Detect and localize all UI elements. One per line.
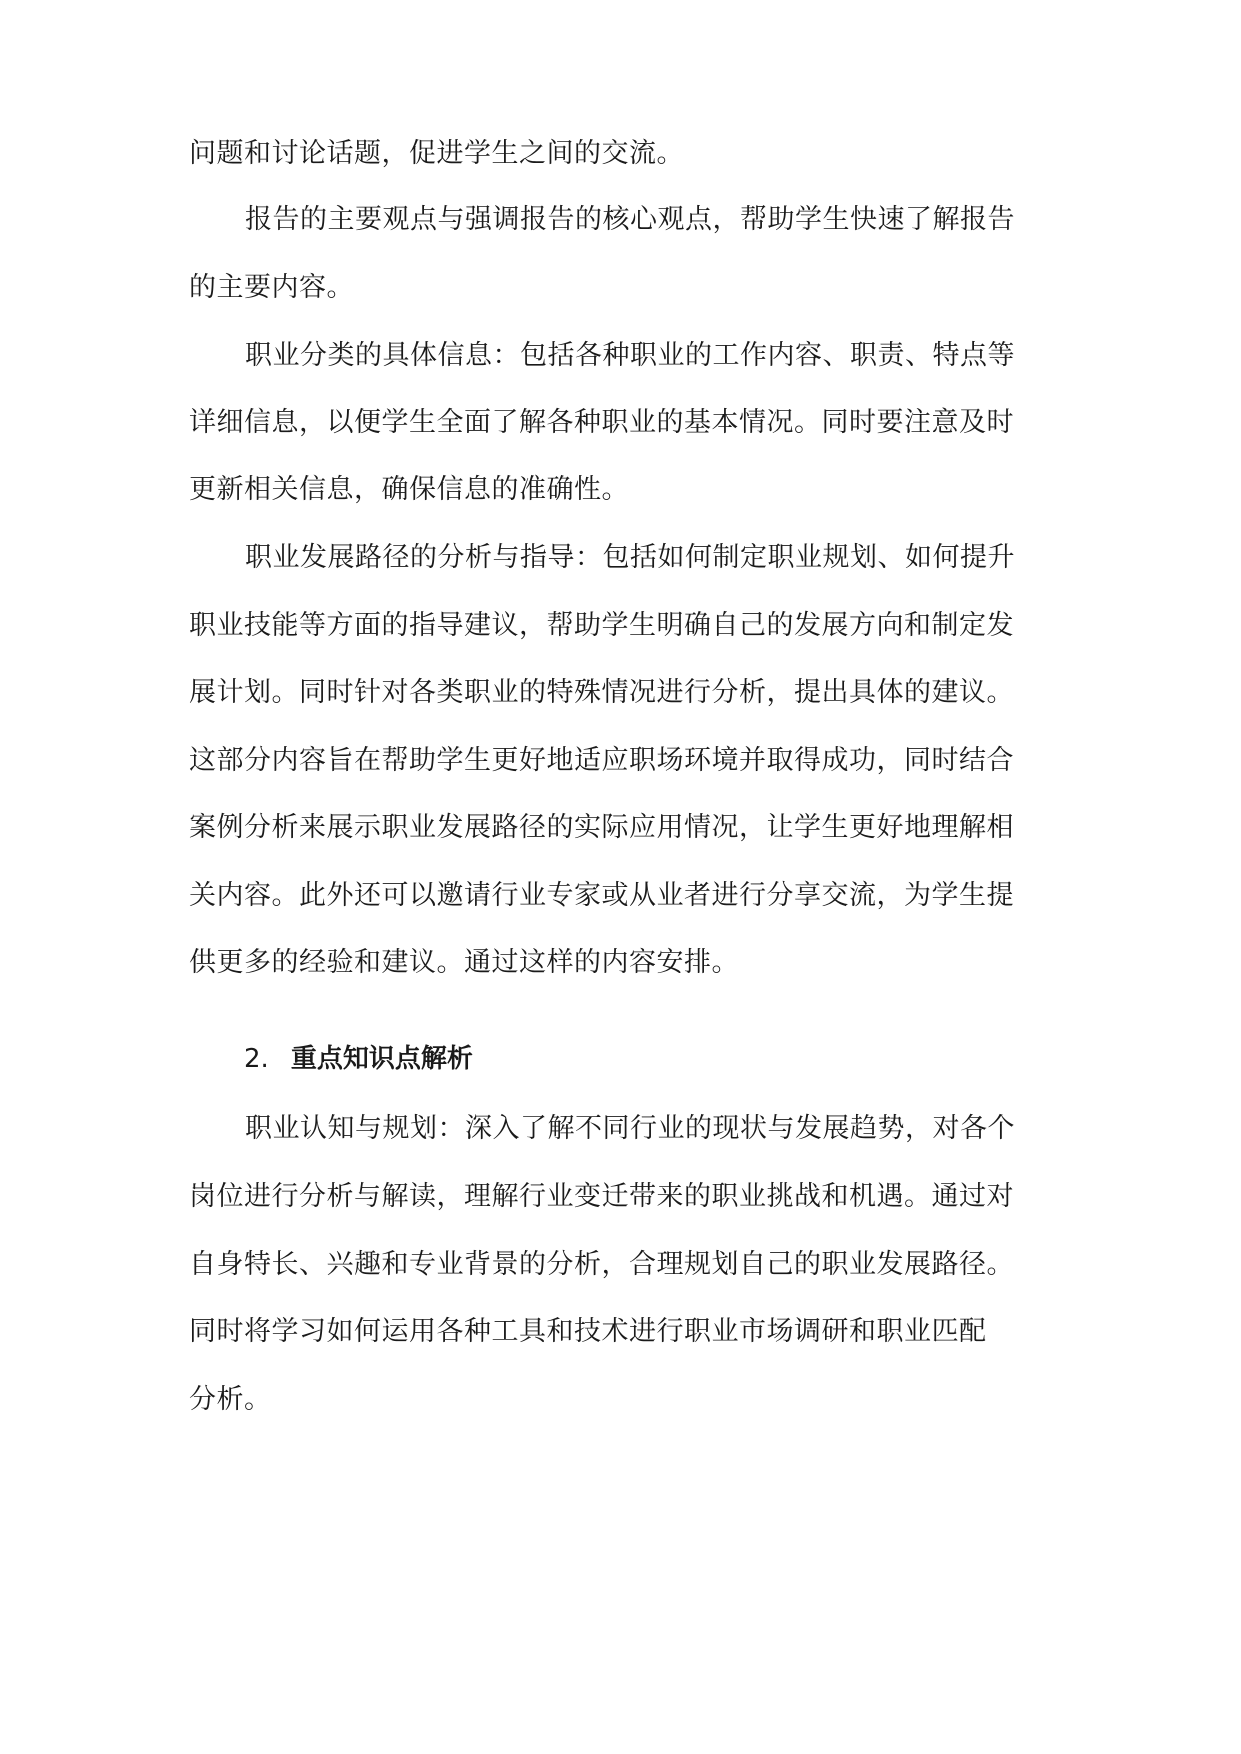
paragraph-line: 职业技能等方面的指导建议，帮助学生明确自己的发展方向和制定发: [189, 610, 1014, 641]
paragraph-line: 报告的主要观点与强调报告的核心观点，帮助学生快速了解报告: [245, 204, 1015, 235]
paragraph-line: 职业认知与规划：深入了解不同行业的现状与发展趋势，对各个: [245, 1113, 1015, 1144]
section-number: 2.: [244, 1044, 269, 1074]
paragraph-line: 展计划。同时针对各类职业的特殊情况进行分析，提出具体的建议。: [189, 677, 1014, 708]
paragraph-line: 职业发展路径的分析与指导：包括如何制定职业规划、如何提升: [245, 542, 1015, 573]
section-heading: [244, 1041, 473, 1077]
paragraph-line: 更新相关信息，确保信息的准确性。: [189, 474, 629, 505]
paragraph-line: 案例分析来展示职业发展路径的实际应用情况，让学生更好地理解相: [189, 812, 1014, 843]
paragraph-line: 岗位进行分析与解读，理解行业变迁带来的职业挑战和机遇。通过对: [189, 1181, 1014, 1212]
paragraph-line: 供更多的经验和建议。通过这样的内容安排。: [189, 947, 739, 978]
paragraph-line: 的主要内容。: [189, 272, 354, 303]
paragraph-line: 详细信息，以便学生全面了解各种职业的基本情况。同时要注意及时: [189, 407, 1014, 438]
paragraph-line: 关内容。此外还可以邀请行业专家或从业者进行分享交流，为学生提: [189, 880, 1014, 911]
paragraph-line: 同时将学习如何运用各种工具和技术进行职业市场调研和职业匹配: [189, 1316, 987, 1347]
paragraph-line: 分析。: [189, 1384, 272, 1415]
section-title: 重点知识点解析: [290, 1044, 473, 1074]
paragraph-line: 自身特长、兴趣和专业背景的分析，合理规划自己的职业发展路径。: [189, 1249, 1014, 1280]
paragraph-line: 这部分内容旨在帮助学生更好地适应职场环境并取得成功，同时结合: [189, 745, 1014, 776]
paragraph-line: 问题和讨论话题，促进学生之间的交流。: [189, 138, 684, 169]
paragraph-line: 职业分类的具体信息：包括各种职业的工作内容、职责、特点等: [245, 340, 1015, 371]
